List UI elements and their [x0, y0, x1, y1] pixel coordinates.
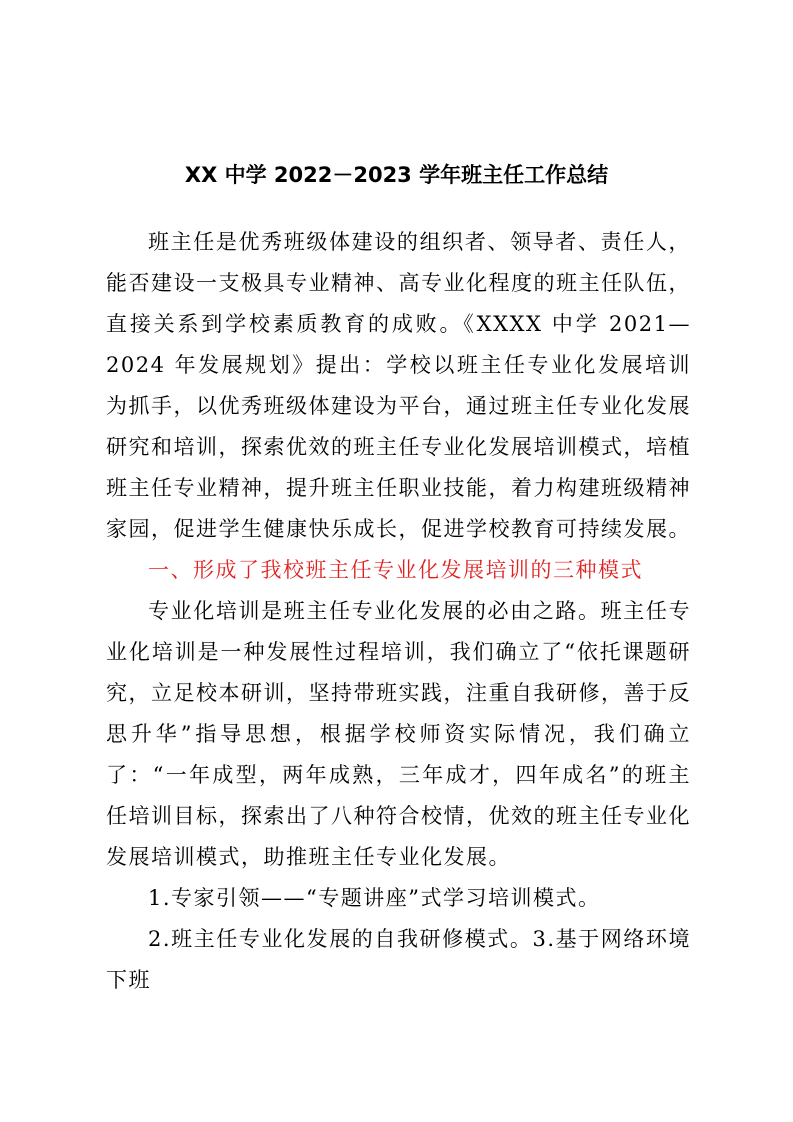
section-heading: 一、形成了我校班主任专业化发展培训的三种模式 — [148, 558, 643, 582]
list-item-1: 1.专家引领——“专题讲座”式学习培训模式。 — [148, 886, 601, 910]
intro-paragraph: 班主任是优秀班级体建设的组织者、领导者、责任人，能否建设一支极具专业精神、高专业化程度的班主任队伍，直接关系到学校素质教育的成败。《XXXX 中学 2021—2024 年发展规划》提出：学校以班主任专业化发展培训为抓手，以优秀班级体建设为平台，通过班主任专业化发展研究和培训，探索优效的班主任专业化发展培训模式，培植班主任专业精神，提升班主任职业技能，着力构建班级精神家园，促进学生健康快乐成长，促进学校教育可持续发展。 — [106, 230, 691, 541]
document-body — [106, 222, 691, 1001]
list-item-2: 2.班主任专业化发展的自我研修模式。3.基于网络环境下班 — [106, 927, 691, 992]
document-title: XX 中学 2022－2023 学年班主任工作总结 — [184, 163, 609, 187]
training-paragraph: 专业化培训是班主任专业化发展的必由之路。班主任专业化培训是一种发展性过程培训，我们确立了“依托课题研究，立足校本研训，坚持带班实践，注重自我研修，善于反思升华”指导思想，根据学校师资实际情况，我们确立了：“一年成型，两年成熟，三年成才，四年成名”的班主任培训目标，探索出了八种符合校情，优效的班主任专业化发展培训模式，助推班主任专业化发展。 — [106, 599, 691, 869]
